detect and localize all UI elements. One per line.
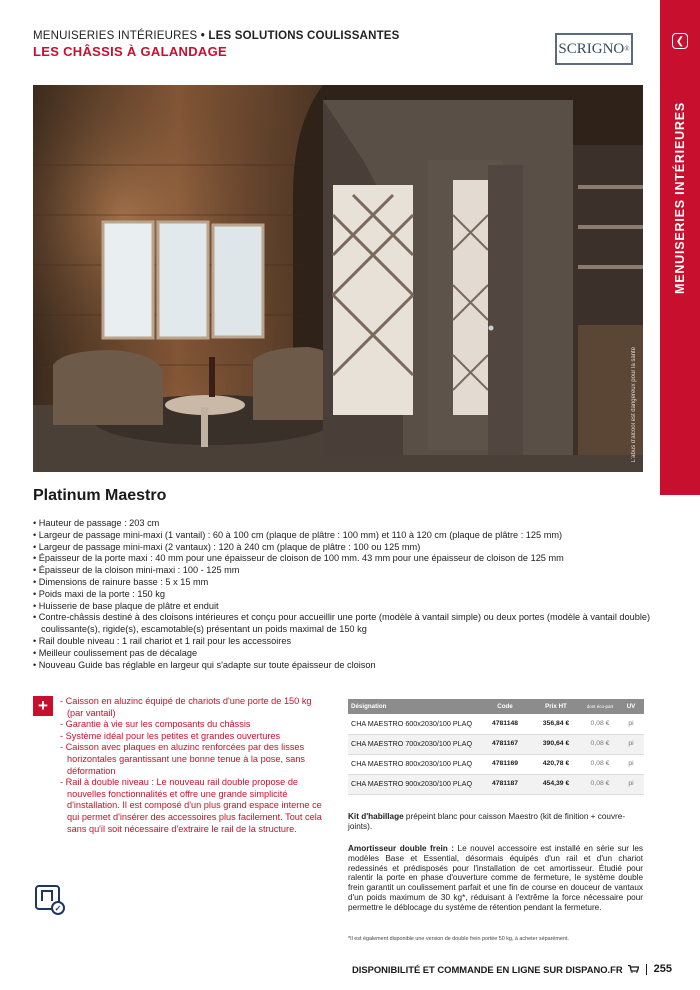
- list-item: • Épaisseur de la porte maxi : 40 mm pour une épaisseur de cloison de 100 mm. 43 mm pour une épaisseur de cloison de 125 mm: [33, 553, 663, 565]
- cell-uv: pi: [618, 774, 644, 794]
- cell-eco: 0,08 €: [582, 734, 618, 754]
- cell-price: 390,64 €: [530, 734, 582, 754]
- category-label: MENUISERIES INTÉRIEURES: [33, 30, 198, 42]
- cell-designation: CHA MAESTRO 700x2030/100 PLAQ: [348, 734, 480, 754]
- list-item: • Épaisseur de la cloison mini-maxi : 100 - 125 mm: [33, 565, 663, 577]
- wall-window-panels: [103, 222, 263, 338]
- cell-code: 4781169: [480, 754, 530, 774]
- header-eco: dont éco-part: [582, 699, 618, 714]
- table-row: [348, 734, 644, 754]
- side-tab: [660, 0, 700, 495]
- cell-price: 420,78 €: [530, 754, 582, 774]
- list-item: • Nouveau Guide bas réglable en largeur qui s'adapte sur toute épaisseur de cloison: [33, 660, 663, 672]
- wine-cellar-illustration: [33, 85, 643, 472]
- document-check-icon: ✓: [35, 885, 60, 910]
- breadcrumb-separator: •: [200, 30, 205, 42]
- header-code: Code: [480, 699, 530, 714]
- price-table: [348, 699, 644, 795]
- cell-eco: 0,08 €: [582, 774, 618, 794]
- kit-description: [348, 812, 643, 832]
- cell-eco: 0,08 €: [582, 714, 618, 734]
- kit-text: prépeint blanc pour caisson Maestro (kit de finition + couvre-joints).: [348, 812, 626, 831]
- page-footer: [352, 963, 672, 975]
- list-item: • Rail double niveau : 1 rail chariot et 1 rail pour les accessoires: [33, 636, 663, 648]
- list-item: • Huisserie de base plaque de plâtre et enduit: [33, 601, 663, 613]
- header-uv: UV: [618, 699, 644, 714]
- table-row: [348, 714, 644, 734]
- cellar-cabinet: [323, 100, 573, 455]
- list-item: • Meilleur coulissement pas de décalage: [33, 648, 663, 660]
- amortisseur-label: Amortisseur double frein :: [348, 844, 455, 853]
- list-item: • Hauteur de passage : 203 cm: [33, 518, 663, 530]
- list-item: • Largeur de passage mini-maxi (1 vantail) : 60 à 100 cm (plaque de plâtre : 100 mm) et 110 à 120 cm (plaque de plâtre : 125 mm): [33, 530, 663, 542]
- plus-icon: +: [33, 696, 53, 716]
- cell-code: 4781167: [480, 734, 530, 754]
- subcategory-label: LES SOLUTIONS COULISSANTES: [208, 30, 400, 42]
- cell-eco: 0,08 €: [582, 754, 618, 774]
- cell-uv: pi: [618, 754, 644, 774]
- page-header: [33, 30, 400, 59]
- feature-list: [33, 518, 663, 671]
- amortisseur-description: [348, 844, 643, 913]
- back-arrow-icon[interactable]: ❮: [672, 33, 688, 49]
- cell-designation: CHA MAESTRO 600x2030/100 PLAQ: [348, 714, 480, 734]
- side-tab-label: MENUISERIES INTÉRIEURES: [673, 101, 687, 295]
- cell-code: 4781187: [480, 774, 530, 794]
- list-item: - Caisson avec plaques en aluzinc renforcées par des lisses horizontales garantissant une bonne tenue à la pose, sans déformation: [60, 742, 325, 777]
- footnote: *Il est également disponible une version de double frein portée 50 kg, à acheter séparément.: [348, 936, 569, 942]
- kit-label: Kit d'habillage: [348, 812, 404, 821]
- product-photo: [33, 85, 643, 472]
- advantages-list: [60, 696, 325, 835]
- list-item: • Contre-châssis destiné à des cloisons intérieures et conçu pour accueillir une porte (modèle à vantail simple) ou deux portes (modèle à vantail double) coulissante(s), rigide(s), escamotable(s) présentant un poids maximal de 150 kg: [33, 612, 663, 636]
- list-item: • Dimensions de rainure basse : 5 x 15 mm: [33, 577, 663, 589]
- header-price: Prix HT: [530, 699, 582, 714]
- breadcrumb: [33, 30, 400, 42]
- list-item: • Largeur de passage mini-maxi (2 vantaux) : 120 à 240 cm (plaque de plâtre : 100 ou 125 mm): [33, 542, 663, 554]
- photo-credit: L'abus d'alcool est dangereux pour la santé: [631, 346, 637, 462]
- header-designation: Désignation: [348, 699, 480, 714]
- cell-price: 454,39 €: [530, 774, 582, 794]
- table-row: [348, 754, 644, 774]
- list-item: • Poids maxi de la porte : 150 kg: [33, 589, 663, 601]
- page-title: LES CHÂSSIS À GALANDAGE: [33, 44, 227, 59]
- cell-code: 4781148: [480, 714, 530, 734]
- list-item: - Rail à double niveau : Le nouveau rail double propose de nouvelles fonctionnalités et offre une grande simplicité d'installation. Il est composé d'un plus grand espace interne ce qui permet d'insérer des accessoires plus facilement. Tout cela sans qu'il soit nécessaire d'extraire le rail de la structure.: [60, 777, 325, 835]
- list-item: - Système idéal pour les petites et grandes ouvertures: [60, 731, 325, 743]
- footer-divider: [646, 964, 647, 975]
- list-item: - Caisson en aluzinc équipé de chariots d'une porte de 150 kg (par vantail): [60, 696, 325, 719]
- cell-price: 356,84 €: [530, 714, 582, 734]
- logo-text: SCRIGNO: [558, 40, 625, 57]
- amortisseur-text: Le nouvel accessoire est installé en série sur les modèles Base et Essential, désormais équipés d'un rail et d'un chariot redessinés et prédisposés pour l'installation de cet amortisseur. Étudié pour ralentir la porte en phase d'ouverture comme de fermeture, le système double frein garantit un coulissement parfait et une fin de course en douceur de vantaux d'un poids maximum de 30 kg*, réduisant à l'extrême la force nécessaire pour permettre le déblocage du système de rétention pendant la fermeture.: [348, 844, 643, 912]
- scrigno-logo: [555, 33, 633, 65]
- cart-icon[interactable]: [628, 965, 639, 973]
- cell-uv: pi: [618, 734, 644, 754]
- cell-designation: CHA MAESTRO 800x2030/100 PLAQ: [348, 754, 480, 774]
- cell-designation: CHA MAESTRO 900x2030/100 PLAQ: [348, 774, 480, 794]
- table-row: [348, 774, 644, 794]
- footer-link-text[interactable]: DISPONIBILITÉ ET COMMANDE EN LIGNE SUR DISPANO.FR: [351, 963, 623, 975]
- page-number: 255: [653, 963, 672, 975]
- product-title: Platinum Maestro: [33, 487, 167, 504]
- list-item: - Garantie à vie sur les composants du châssis: [60, 719, 325, 731]
- cell-uv: pi: [618, 714, 644, 734]
- logo-trademark: ®: [624, 45, 630, 53]
